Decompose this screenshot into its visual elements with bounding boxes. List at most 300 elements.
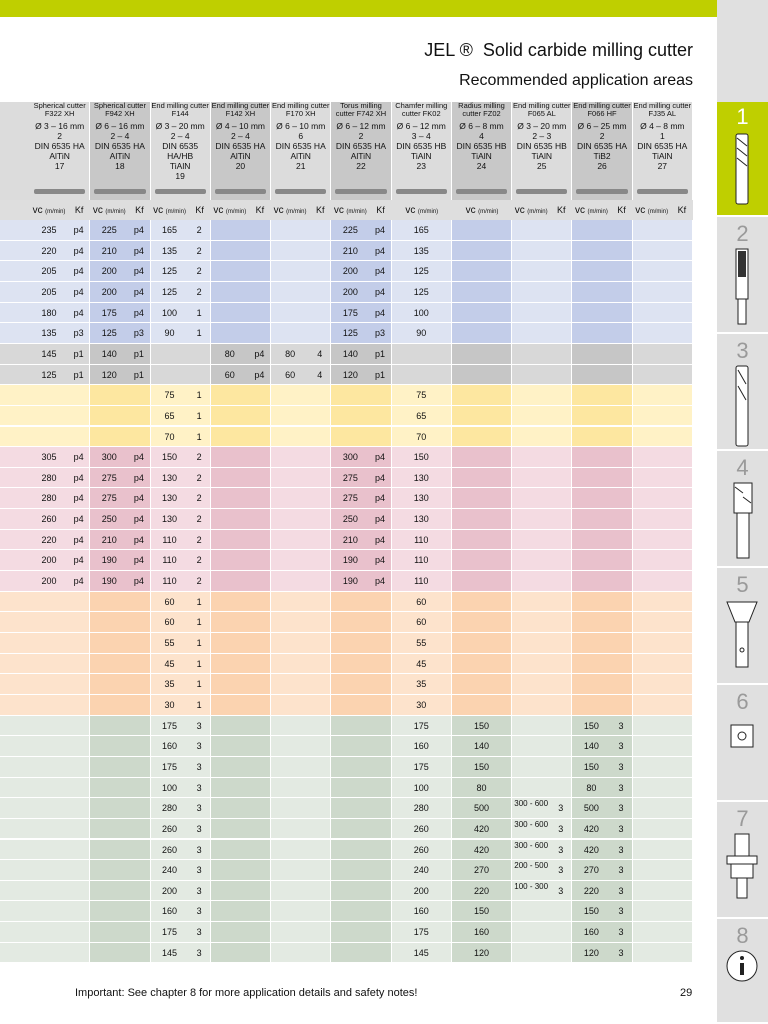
kf-value-cell (68, 778, 89, 798)
vc-value-cell (90, 840, 128, 860)
chapter-tab-2[interactable] (717, 219, 768, 334)
vc-value-cell (633, 220, 671, 240)
table-row (0, 819, 693, 839)
kf-value-cell (550, 365, 571, 385)
row-label-cell (0, 819, 30, 839)
vc-value-cell (271, 241, 309, 261)
tool-diameter-range: Ø 6 – 12 mm (396, 121, 446, 131)
kf-value-cell: 3 (610, 943, 631, 963)
vc-value-cell (572, 220, 610, 240)
rasp-cutter-icon (717, 219, 768, 334)
vc-value-cell (512, 550, 550, 570)
vc-value-cell (572, 385, 610, 405)
kf-value-cell: p4 (369, 303, 390, 323)
kf-value-cell: p4 (68, 261, 89, 281)
kf-value-cell: p4 (128, 468, 149, 488)
tool-coating: TiAlN (531, 151, 553, 161)
tool-name: Radius milling cutter FZ02 (458, 102, 505, 118)
vc-value-cell (512, 901, 550, 921)
vc-value-cell (452, 241, 511, 261)
tool-header (90, 102, 149, 200)
kf-value-cell: p4 (128, 447, 149, 467)
tool-coating: AlTiN (230, 151, 251, 161)
kf-value-cell (249, 447, 270, 467)
vc-value-cell: 175 (90, 303, 128, 323)
kf-value-cell (610, 550, 631, 570)
kf-value-cell (369, 778, 390, 798)
vc-value-cell: 300 - 600 (512, 819, 550, 839)
kf-value-cell: 3 (189, 798, 210, 818)
vc-value-cell (572, 571, 610, 591)
kf-value-cell (369, 385, 390, 405)
vc-value-cell: 210 (331, 241, 369, 261)
vc-value-cell (271, 881, 309, 901)
vc-value-cell (512, 530, 550, 550)
vc-value-cell: 130 (151, 509, 189, 529)
kf-value-cell: p4 (68, 447, 89, 467)
vc-value-cell: 260 (30, 509, 68, 529)
vc-value-cell: 190 (331, 550, 369, 570)
tool-name: End milling cutter F144 (151, 102, 209, 118)
row-label-cell (0, 550, 30, 570)
vc-unit: (m/min) (478, 209, 499, 215)
vc-value-cell (331, 798, 369, 818)
tool-diameter-range: Ø 3 – 20 mm (517, 121, 567, 131)
vc-value-cell (271, 509, 309, 529)
kf-value-cell (550, 592, 571, 612)
kf-value-cell (369, 695, 390, 715)
vc-value-cell (452, 695, 511, 715)
kf-value-cell: p4 (68, 303, 89, 323)
vc-value-cell: 280 (151, 798, 189, 818)
chapter-tab-7[interactable] (717, 804, 768, 919)
vc-value-cell: 180 (30, 303, 68, 323)
table-row (0, 303, 693, 323)
vc-value-cell: 80 (211, 344, 249, 364)
vc-value-cell: 160 (151, 901, 189, 921)
vc-value-cell: 175 (392, 757, 451, 777)
vc-value-cell (572, 241, 610, 261)
kf-value-cell: p4 (369, 488, 390, 508)
kf-value-cell: 2 (189, 509, 210, 529)
tool-catalog-page: 22 (356, 161, 366, 171)
vc-value-cell: 100 (392, 303, 451, 323)
kf-value-cell (68, 674, 89, 694)
tool-catalog-page: 20 (235, 161, 246, 171)
tool-coating: AlTiN (49, 151, 70, 161)
vc-value-cell: 420 (452, 819, 511, 839)
kf-value-cell (249, 220, 270, 240)
vc-value-cell: 35 (151, 674, 189, 694)
vc-value-cell (452, 220, 511, 240)
vc-value-cell: 100 (392, 778, 451, 798)
kf-value-cell (309, 323, 330, 343)
kf-value-cell (369, 633, 390, 653)
kf-value-cell (550, 757, 571, 777)
vc-value-cell (633, 860, 671, 880)
kf-value-cell (249, 592, 270, 612)
kf-value-cell (249, 922, 270, 942)
kf-value-cell: 3 (189, 716, 210, 736)
vc-unit: (m/min) (587, 209, 608, 215)
kf-value-cell (610, 365, 631, 385)
kf-value-cell (249, 819, 270, 839)
row-label-cell (0, 860, 30, 880)
vc-value-cell (633, 716, 671, 736)
kf-value-cell (550, 488, 571, 508)
tool-coating: TiB2 (593, 151, 611, 161)
kf-value-cell (68, 406, 89, 426)
row-label-cell (0, 427, 30, 447)
kf-value-cell (128, 674, 149, 694)
vc-value-cell: 100 (151, 303, 189, 323)
vc-value-cell (30, 674, 68, 694)
vc-value-cell (572, 303, 610, 323)
kf-value-cell (309, 571, 330, 591)
kf-value-cell (249, 385, 270, 405)
vc-value-cell: 200 - 500 (512, 860, 550, 880)
kf-value-cell: 3 (610, 716, 631, 736)
kf-value-cell (128, 633, 149, 653)
table-row (0, 716, 693, 736)
vc-value-cell: 175 (331, 303, 369, 323)
kf-value-cell (671, 406, 692, 426)
kf-value-cell (309, 943, 330, 963)
kf-value-cell (550, 695, 571, 715)
vc-value-cell (30, 860, 68, 880)
kf-value-cell (369, 757, 390, 777)
tool-catalog-page: 18 (115, 161, 125, 171)
kf-value-cell: 3 (610, 798, 631, 818)
kf-value-cell (309, 592, 330, 612)
kf-value-cell (68, 881, 89, 901)
vc-value-cell (572, 261, 610, 281)
vc-value-cell (90, 798, 128, 818)
kf-value-cell (249, 282, 270, 302)
chapter-tab-4[interactable] (717, 453, 768, 568)
kf-value-cell (128, 840, 149, 860)
vc-value-cell: 300 - 600 (512, 840, 550, 860)
row-label-cell (0, 716, 30, 736)
kf-value-cell: 1 (189, 303, 210, 323)
kf-value-cell (671, 220, 692, 240)
row-label-cell (0, 798, 30, 818)
vc-value-cell (211, 261, 249, 281)
kf-column-header: Kf (195, 205, 204, 215)
tool-illustration (516, 189, 567, 194)
tool-diameter-range: Ø 6 – 16 mm (95, 121, 145, 131)
kf-value-cell: p4 (249, 344, 270, 364)
kf-column-header: Kf (135, 205, 144, 215)
kf-value-cell (550, 385, 571, 405)
vc-value-cell: 205 (30, 261, 68, 281)
kf-value-cell: p1 (128, 365, 149, 385)
vc-value-cell: 130 (151, 488, 189, 508)
vc-value-cell: 125 (331, 323, 369, 343)
tool-illustration (335, 189, 386, 194)
vc-value-cell: 120 (90, 365, 128, 385)
kf-value-cell (610, 220, 631, 240)
row-label-cell (0, 633, 30, 653)
product-title: Solid carbide milling cutter (482, 40, 693, 60)
vc-value-cell (211, 736, 249, 756)
kf-value-cell (671, 881, 692, 901)
vc-value-cell: 150 (452, 757, 511, 777)
vc-value-cell (512, 778, 550, 798)
kf-value-cell: p1 (68, 365, 89, 385)
kf-value-cell (309, 241, 330, 261)
vc-value-cell (633, 323, 671, 343)
vc-value-cell (512, 509, 550, 529)
vc-value-cell: 110 (151, 550, 189, 570)
tool-name: End milling cutter FJ35 AL (633, 102, 692, 118)
kf-value-cell (610, 509, 631, 529)
kf-value-cell (128, 757, 149, 777)
kf-value-cell (249, 901, 270, 921)
vc-symbol: vc (574, 205, 585, 216)
tool-catalog-page: 26 (597, 161, 607, 171)
tool-illustration (94, 189, 145, 194)
chapter-tab-5[interactable] (717, 570, 768, 685)
chapter-tab-6[interactable] (717, 687, 768, 802)
drill-icon (717, 336, 768, 451)
table-row (0, 365, 693, 385)
vc-value-cell (572, 427, 610, 447)
row-label-cell (0, 778, 30, 798)
chapter-tab-1[interactable] (717, 102, 768, 217)
vc-column-header (392, 200, 452, 220)
vc-value-cell (30, 427, 68, 447)
kf-value-cell (309, 220, 330, 240)
table-row (0, 241, 693, 261)
tool-name: Chamfer milling cutter FK02 (395, 102, 448, 118)
row-label-cell (0, 488, 30, 508)
vc-symbol: vc (635, 205, 646, 216)
row-label-cell (0, 674, 30, 694)
vc-value-cell: 125 (151, 282, 189, 302)
vc-value-cell: 75 (151, 385, 189, 405)
kf-value-cell: p4 (369, 241, 390, 261)
vc-value-cell: 110 (392, 571, 451, 591)
kf-value-cell (671, 798, 692, 818)
vc-value-cell: 150 (151, 447, 189, 467)
kf-value-cell: 1 (189, 323, 210, 343)
vc-value-cell (633, 943, 671, 963)
vc-value-cell: 60 (151, 612, 189, 632)
vc-unit: (m/min) (105, 209, 126, 215)
kf-value-cell: 3 (610, 901, 631, 921)
kf-value-cell: p4 (128, 509, 149, 529)
vc-symbol: vc (514, 205, 525, 216)
vc-value-cell: 70 (151, 427, 189, 447)
kf-column-header: Kf (376, 205, 385, 215)
vc-value-cell (30, 778, 68, 798)
vc-value-cell (572, 282, 610, 302)
vc-value-cell (331, 819, 369, 839)
tool-header-row (0, 102, 693, 200)
kf-value-cell (128, 716, 149, 736)
vc-unit: (m/min) (527, 209, 548, 215)
kf-value-cell (671, 612, 692, 632)
vc-value-cell (30, 695, 68, 715)
vc-value-cell (90, 612, 128, 632)
vc-value-cell: 275 (90, 488, 128, 508)
row-label-cell (0, 943, 30, 963)
tool-holder-icon (717, 804, 768, 919)
kf-value-cell: 3 (550, 840, 571, 860)
vc-value-cell: 175 (392, 716, 451, 736)
tool-shank-standard: DIN 6535 HB (456, 141, 507, 151)
tool-shank-standard: DIN 6535 HA/HB (162, 141, 199, 161)
vc-value-cell (331, 695, 369, 715)
tool-shank-standard: DIN 6535 HA (577, 141, 628, 151)
tool-teeth: 2 (358, 131, 364, 141)
vc-symbol: vc (92, 205, 103, 216)
vc-value-cell (452, 488, 511, 508)
kf-value-cell (671, 344, 692, 364)
kf-value-cell (550, 282, 571, 302)
kf-value-cell (610, 674, 631, 694)
vc-value-cell (90, 592, 128, 612)
kf-value-cell (671, 530, 692, 550)
vc-value-cell (271, 612, 309, 632)
table-row (0, 943, 693, 963)
tool-header (211, 102, 270, 200)
vc-value-cell: 145 (392, 943, 451, 963)
vc-value-cell (30, 943, 68, 963)
vc-value-cell (452, 365, 511, 385)
kf-value-cell: p4 (369, 571, 390, 591)
tool-diameter-range: Ø 6 – 25 mm (577, 121, 627, 131)
vc-value-cell (633, 695, 671, 715)
vc-value-cell: 30 (151, 695, 189, 715)
vc-symbol: vc (153, 205, 164, 216)
kf-value-cell (369, 922, 390, 942)
kf-value-cell: 3 (550, 881, 571, 901)
tool-coating: AlTiN (290, 151, 311, 161)
kf-value-cell (671, 654, 692, 674)
kf-value-cell: 1 (189, 592, 210, 612)
kf-value-cell: 3 (610, 922, 631, 942)
tool-name: End milling cutter F065 AL (513, 102, 571, 118)
vc-value-cell (512, 365, 550, 385)
kf-value-cell: 2 (189, 220, 210, 240)
page-number: 29 (680, 987, 693, 999)
vc-value-cell (633, 654, 671, 674)
kf-value-cell (249, 943, 270, 963)
vc-value-cell (512, 447, 550, 467)
kf-value-cell: 3 (189, 840, 210, 860)
vc-value-cell: 55 (392, 633, 451, 653)
kf-value-cell (550, 633, 571, 653)
vc-value-cell (572, 365, 610, 385)
vc-value-cell: 130 (392, 468, 451, 488)
table-row (0, 922, 693, 942)
kf-value-cell (309, 509, 330, 529)
vc-value-cell (633, 241, 671, 261)
vc-value-cell (633, 406, 671, 426)
kf-value-cell: 3 (189, 901, 210, 921)
row-label-cell (0, 757, 30, 777)
vc-value-cell: 60 (211, 365, 249, 385)
vc-value-cell: 260 (392, 840, 451, 860)
footer-note: Important: See chapter 8 for more application details and safety notes! (75, 987, 418, 999)
kf-value-cell (68, 943, 89, 963)
vc-value-cell (271, 798, 309, 818)
vc-value-cell: 45 (392, 654, 451, 674)
vc-value-cell (211, 385, 249, 405)
vc-value-cell: 90 (392, 323, 451, 343)
chapter-separator (717, 917, 768, 919)
vc-value-cell: 270 (572, 860, 610, 880)
kf-value-cell (610, 282, 631, 302)
vc-value-cell (90, 633, 128, 653)
row-label-cell (0, 241, 30, 261)
vc-value-cell (331, 901, 369, 921)
chapter-separator (717, 800, 768, 802)
kf-value-cell: p4 (68, 571, 89, 591)
vc-value-cell (572, 612, 610, 632)
vc-value-cell: 80 (572, 778, 610, 798)
vc-value-cell (633, 385, 671, 405)
kf-value-cell (610, 344, 631, 364)
vc-value-cell (30, 757, 68, 777)
vc-value-cell (512, 406, 550, 426)
vc-value-cell (512, 654, 550, 674)
vc-value-cell (633, 303, 671, 323)
kf-value-cell: p4 (68, 509, 89, 529)
kf-value-cell (249, 488, 270, 508)
kf-value-cell (671, 901, 692, 921)
vc-value-cell: 300 - 600 (512, 798, 550, 818)
vc-value-cell (633, 571, 671, 591)
row-label-cell (0, 881, 30, 901)
kf-value-cell (249, 881, 270, 901)
tool-teeth: 2 – 4 (230, 131, 250, 141)
table-row (0, 406, 693, 426)
table-row (0, 860, 693, 880)
vc-value-cell (512, 633, 550, 653)
vc-value-cell: 175 (151, 922, 189, 942)
table-row (0, 757, 693, 777)
tool-catalog-page: 19 (175, 171, 185, 181)
vc-value-cell (211, 922, 249, 942)
kf-value-cell (128, 612, 149, 632)
kf-value-cell (671, 736, 692, 756)
vc-column-header (512, 200, 550, 220)
kf-value-cell: 3 (189, 943, 210, 963)
vc-value-cell (90, 881, 128, 901)
vc-value-cell (30, 922, 68, 942)
kf-value-cell: 3 (610, 778, 631, 798)
kf-value-cell (610, 571, 631, 591)
kf-value-cell (249, 840, 270, 860)
vc-value-cell: 420 (452, 840, 511, 860)
chapter-tab-8[interactable] (717, 921, 768, 1024)
vc-value-cell: 190 (90, 550, 128, 570)
vc-value-cell: 60 (271, 365, 309, 385)
vc-value-cell (572, 509, 610, 529)
kf-value-cell: p4 (68, 220, 89, 240)
chapter-tab-3[interactable] (717, 336, 768, 451)
table-row (0, 344, 693, 364)
vc-value-cell (512, 282, 550, 302)
vc-value-cell (633, 840, 671, 860)
vc-value-cell: 275 (90, 468, 128, 488)
row-label-cell (0, 220, 30, 240)
vc-value-cell: 160 (572, 922, 610, 942)
tool-shank-standard: DIN 6535 HA (637, 141, 688, 151)
